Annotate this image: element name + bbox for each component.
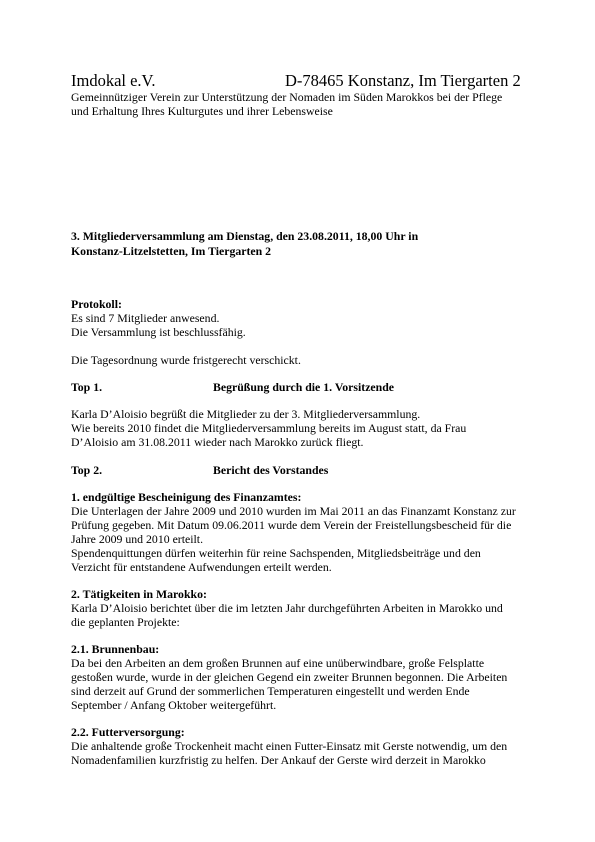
section21-line-2: gestoßen wurde, wurde in der gleichen Gegend ein zweiter Brunnen begonnen. Die Arbeiten	[71, 670, 508, 684]
org-name: Imdokal e.V.	[71, 71, 156, 90]
section21-line-1: Da bei den Arbeiten an dem großen Brunnen auf eine unüberwindbare, große Felsplatte	[71, 656, 485, 670]
protokoll-attendance: Es sind 7 Mitglieder anwesend.	[71, 311, 220, 325]
top2-label: Top 2.	[71, 463, 103, 477]
section21-line-3: sind derzeit auf Grund der sommerlichen Temperaturen eingestellt und werden Ende	[71, 684, 470, 698]
section22-heading: 2.2. Futterversorgung:	[71, 725, 185, 739]
protokoll-quorum: Die Versammlung ist beschlussfähig.	[71, 325, 246, 339]
section1-line-1: Die Unterlagen der Jahre 2009 und 2010 wurden im Mai 2011 an das Finanzamt Konstanz zur	[71, 504, 516, 518]
section2-line-2: die geplanten Projekte:	[71, 615, 180, 629]
section1-line-4: Spendenquittungen dürfen weiterhin für reine Sachspenden, Mitgliedsbeiträge und den	[71, 546, 481, 560]
section2-line-1: Karla D’Aloisio berichtet über die im letzten Jahr durchgeführten Arbeiten in Marokko und	[71, 601, 503, 615]
section22-line-1: Die anhaltende große Trockenheit macht einen Futter-Einsatz mit Gerste notwendig, um den	[71, 739, 508, 753]
top1-line-3: D’Aloisio am 31.08.2011 wieder nach Marokko zurück fliegt.	[71, 435, 364, 449]
section21-line-4: September / Anfang Oktober weitergeführt.	[71, 698, 277, 712]
protokoll-heading: Protokoll:	[71, 297, 122, 311]
top1-line-1: Karla D’Aloisio begrüßt die Mitglieder zu der 3. Mitgliederversammlung.	[71, 407, 421, 421]
section1-heading: 1. endgültige Bescheinigung des Finanzamtes:	[71, 490, 302, 504]
section1-line-3: Jahre 2009 und 2010 erteilt.	[71, 532, 204, 546]
meeting-title-line-2: Konstanz-Litzelstetten, Im Tiergarten 2	[71, 244, 272, 258]
top2-title: Bericht des Vorstandes	[213, 463, 329, 477]
org-tagline-line-1: Gemeinnütziger Verein zur Unterstützung der Nomaden im Süden Marokkos bei der Pflege	[71, 90, 503, 104]
section1-line-2: Prüfung gegeben. Mit Datum 09.06.2011 wurde dem Verein der Freistellungsbescheid für die	[71, 518, 512, 532]
meeting-title-line-1: 3. Mitgliederversammlung am Dienstag, den 23.08.2011, 18,00 Uhr in	[71, 229, 419, 243]
section21-heading: 2.1. Brunnenbau:	[71, 642, 160, 656]
top1-line-2: Wie bereits 2010 findet die Mitgliederversammlung bereits im August statt, da Frau	[71, 421, 467, 435]
protokoll-agenda-note: Die Tagesordnung wurde fristgerecht verschickt.	[71, 353, 301, 367]
org-tagline-line-2: und Erhaltung Ihres Kulturgutes und ihrer Lebensweise	[71, 104, 333, 118]
org-address: D-78465 Konstanz, Im Tiergarten 2	[285, 71, 521, 90]
section22-line-2: Nomadenfamilien kurzfristig zu helfen. Der Ankauf der Gerste wird derzeit in Marokko	[71, 753, 486, 767]
top1-title: Begrüßung durch die 1. Vorsitzende	[213, 380, 395, 394]
top1-label: Top 1.	[71, 380, 103, 394]
section2-heading: 2. Tätigkeiten in Marokko:	[71, 587, 207, 601]
section1-line-5: Verzicht für entstandene Aufwendungen erteilt werden.	[71, 560, 332, 574]
